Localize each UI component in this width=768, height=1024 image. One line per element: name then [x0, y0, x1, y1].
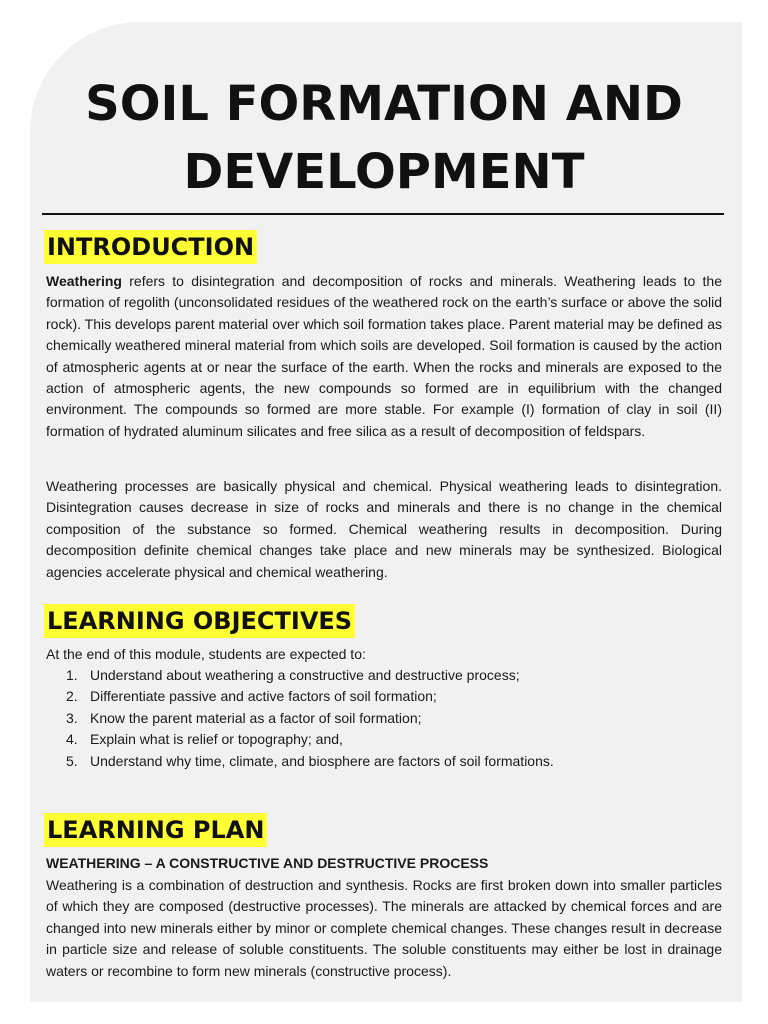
title-divider [42, 213, 724, 215]
learning-plan-heading: LEARNING PLAN [44, 813, 267, 847]
document-title [60, 70, 708, 206]
list-item: 2. Differentiate passive and active factors of soil formation; [66, 688, 437, 705]
objectives-list [46, 665, 722, 772]
list-item: 5. Understand why time, climate, and biosphere are factors of soil formations. [66, 752, 554, 769]
list-item: 4. Explain what is relief or topography; and, [66, 731, 343, 748]
weathering-subheading: WEATHERING – A CONSTRUCTIVE AND DESTRUCTIVE PROCESS [46, 855, 489, 871]
list-item: 1. Understand about weathering a constructive and destructive process; [66, 667, 520, 683]
title-line-1: SOIL FORMATION AND [85, 76, 683, 132]
objectives-intro: At the end of this module, students are expected to: [46, 646, 366, 662]
learning-plan-paragraph: Weathering is a combination of destruction and synthesis. Rocks are first broken down into smaller particles of which they are composed (destructive processes). The minerals are attacked by chemical forces and are changed into new minerals either by minor or complete chemical changes. These changes result in decrease in particle size and release of soluble constituents. The soluble constituents may either be lost in drainage waters or recombine to form new minerals (constructive process). [46, 877, 722, 979]
title-line-2: DEVELOPMENT [183, 144, 585, 200]
introduction-paragraph-1-text: refers to disintegration and decomposition of rocks and minerals. Weathering leads to the formation of regolith (unconsolidated residues of the weathered rock on the earth’s surface or above the solid rock). This develops parent material over which soil formation takes place. Parent material may be defined as chemically weathered mineral material from which soils are developed. Soil formation is caused by the action of atmospheric agents at or near the surface of the earth. When the rocks and minerals are exposed to the action of atmospheric agents, the new compounds so formed are in equilibrium with the changed environment. The compounds so formed are more stable. For example (I) formation of clay in soil (II) formation of hydrated aluminum silicates and free silica as a result of decomposition of feldspars. [46, 273, 722, 439]
introduction-paragraph-1 [46, 271, 722, 442]
learning-objectives-heading: LEARNING OBJECTIVES [44, 604, 355, 638]
introduction-paragraph-2: Weathering processes are basically physical and chemical. Physical weathering leads to disintegration. Disintegration causes decrease in size of rocks and minerals and there is no change in the chemical composition of the substance so formed. Chemical weathering results in decomposition. During decomposition definite chemical changes take place and new minerals may be synthesized. Biological agencies accelerate physical and chemical weathering. [46, 478, 722, 580]
weathering-term: Weathering [46, 273, 122, 289]
introduction-heading: INTRODUCTION [44, 230, 257, 264]
list-item: 3. Know the parent material as a factor of soil formation; [66, 709, 422, 726]
